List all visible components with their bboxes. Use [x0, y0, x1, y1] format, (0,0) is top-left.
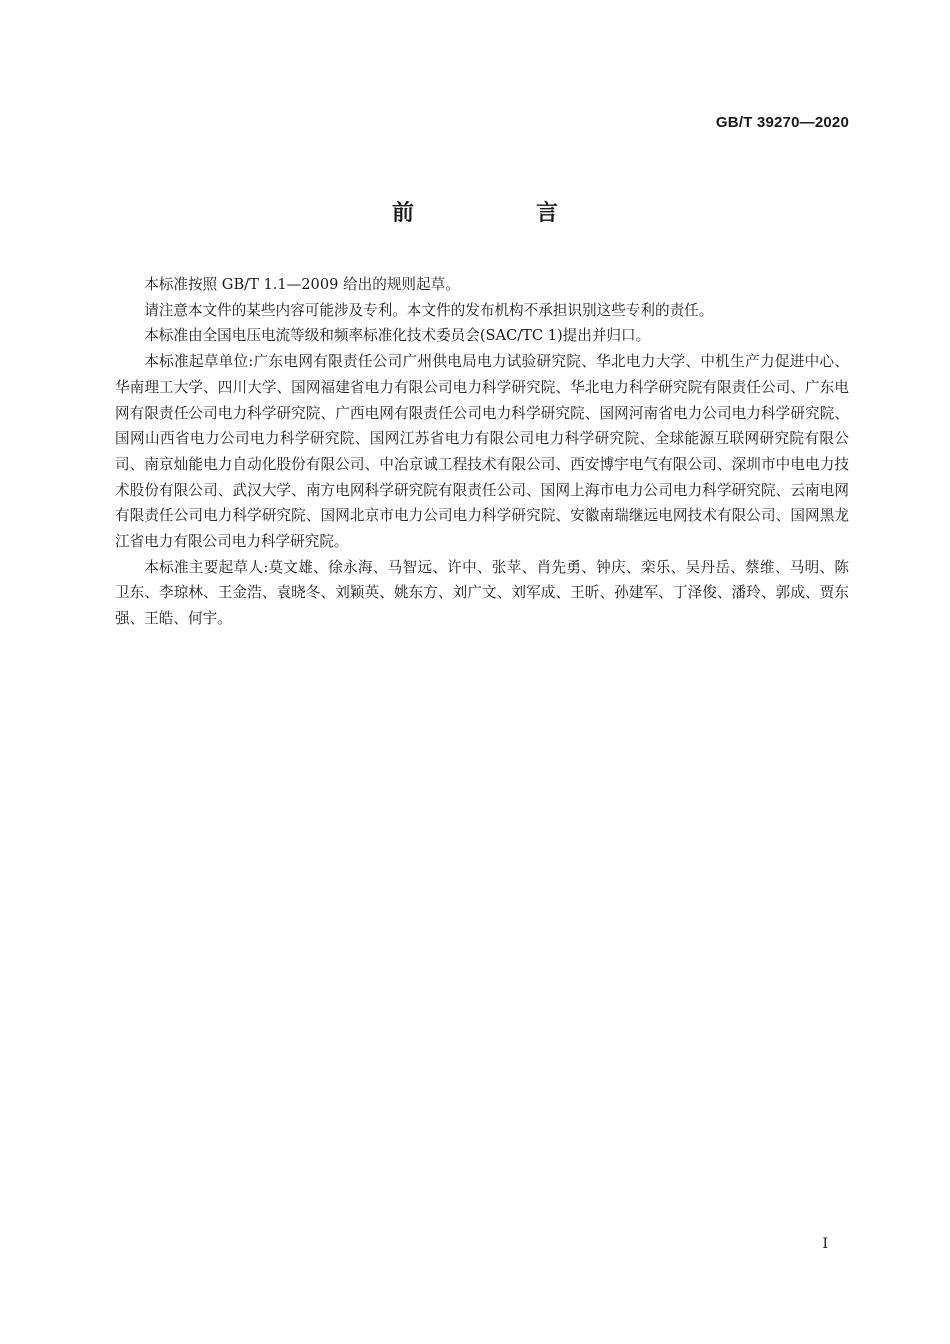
paragraph-proposer: 本标准由全国电压电流等级和频率标准化技术委员会(SAC/TC 1)提出并归口。: [144, 327, 651, 345]
page-title: 前 言: [391, 201, 608, 226]
paragraph-drafters: 本标准主要起草人:莫文雄、徐永海、马智远、许中、张苹、肖先勇、钟庆、栾乐、吴丹岳、蔡维、马明、陈卫东、李琼林、王金浩、袁晓冬、刘颖英、姚东方、刘广文、刘军成、王昕、孙建军、丁泽俊、潘玲、郭成、贾东强、王皓、何宇。: [115, 558, 849, 628]
standard-number: GB/T 39270—2020: [715, 114, 849, 131]
foreword-body: [115, 272, 849, 632]
paragraph-drafting-units: 本标准起草单位:广东电网有限责任公司广州供电局电力试验研究院、华北电力大学、中机生产力促进中心、华南理工大学、四川大学、国网福建省电力有限公司电力科学研究院、华北电力科学研究院有限责任公司、广东电网有限责任公司电力科学研究院、广西电网有限责任公司电力科学研究院、国网河南省电力公司电力科学研究院、国网山西省电力公司电力科学研究院、国网江苏省电力有限公司电力科学研究院、全球能源互联网研究院有限公司、南京灿能电力自动化股份有限公司、中冶京诚工程技术有限公司、西安博宇电气有限公司、深圳市中电电力技术股份有限公司、武汉大学、南方电网科学研究院有限责任公司、国网上海市电力公司电力科学研究院、云南电网有限责任公司电力科学研究院、国网北京市电力公司电力科学研究院、安徽南瑞继远电网技术有限公司、国网黑龙江省电力有限公司电力科学研究院。: [115, 353, 849, 551]
paragraph-patent-notice: 请注意本文件的某些内容可能涉及专利。本文件的发布机构不承担识别这些专利的责任。: [144, 301, 714, 319]
page-number: I: [822, 1236, 828, 1252]
paragraph-drafting-rules: 本标准按照 GB/T 1.1—2009 给出的规则起草。: [144, 276, 460, 293]
